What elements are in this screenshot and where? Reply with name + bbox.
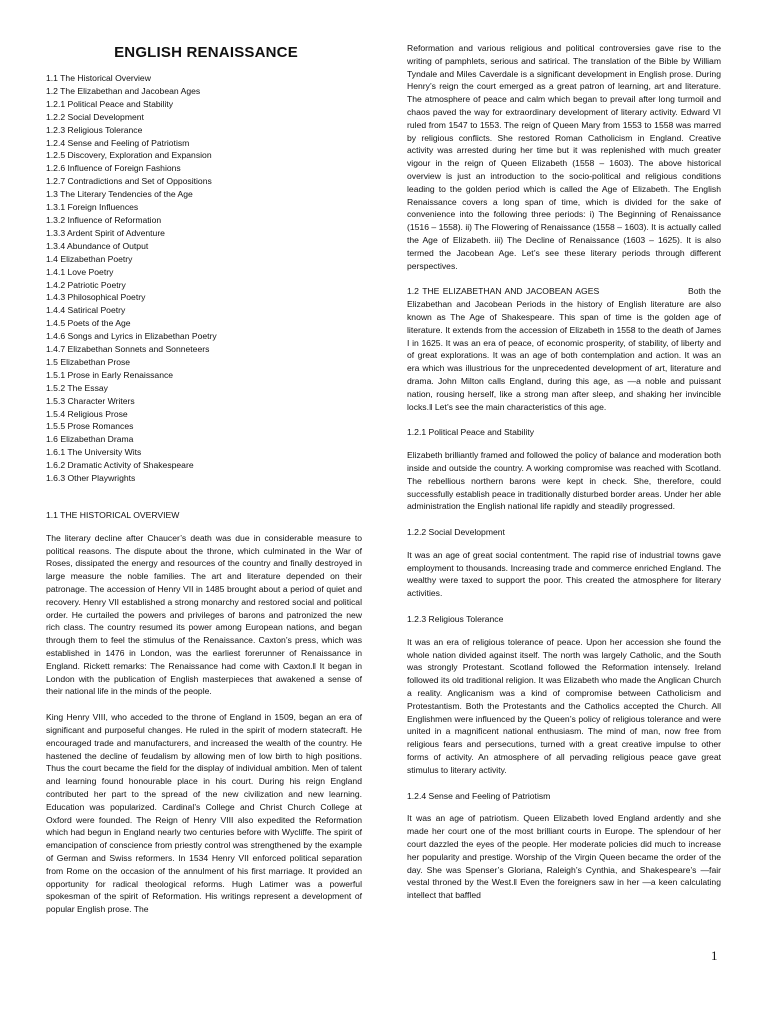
subsection-heading: 1.2.4 Sense and Feeling of Patriotism [407,790,551,801]
toc-item: 1.4 Elizabethan Poetry [46,253,133,264]
body-paragraph: It was an age of great social contentment. The rapid rise of industrial towns gave employment to thousands. Increasing trade and commerce enriched England. The wealthy were taxed to support the poor. This created the atmosphere for literary activities. [407,549,721,599]
toc-item: 1.3.2 Influence of Reformation [46,214,162,225]
toc-item: 1.2.3 Religious Tolerance [46,124,143,135]
toc-item: 1.6.3 Other Playwrights [46,473,136,484]
right-column [407,42,721,915]
toc-item: 1.5 Elizabethan Prose [46,356,131,367]
toc-item: 1.3.4 Abundance of Output [46,240,149,251]
body-paragraph: Elizabeth brilliantly framed and followed the policy of balance and moderation both inside and outside the country. A working compromise was reached with Scotland. The rebellious northern barons were kept in check. She, therefore, could successfully establish peace in traditionally disturbed border areas. Under her able administration the English national life rapidly and steadily progressed. [407,450,721,512]
document-title: ENGLISH RENAISSANCE [114,44,298,61]
toc-item: 1.6.2 Dramatic Activity of Shakespeare [46,460,194,471]
toc-item: 1.5.3 Character Writers [46,395,135,406]
toc-item: 1.2.7 Contradictions and Set of Oppositions [46,176,212,187]
body-paragraph: It was an age of patriotism. Queen Elizabeth loved England ardently and she made her court one of the most brilliant courts in Europe. The splendour of her court dazzled the eyes of the people. Her moderate policies did much to increase her popularity and prestige. Worship of the Virgin Queen became the order of the day. She was Spenser’s Gloriana, Raleigh’s Cynthia, and Shakespeare’s ―fair vestal throned by the West.‖ Even the foreigners saw in her ―a keen calculating intellect that baffled [407,813,721,901]
toc-item: 1.2.4 Sense and Feeling of Patriotism [46,137,190,148]
section-heading: 1.2 THE ELIZABETHAN AND JACOBEAN AGES [407,286,600,297]
toc-item: 1.5.1 Prose in Early Renaissance [46,369,174,380]
table-of-contents [46,72,362,485]
left-column [46,44,362,929]
toc-item: 1.6 Elizabethan Drama [46,434,134,445]
toc-item: 1.3.1 Foreign Influences [46,202,139,213]
section-paragraph [407,285,721,413]
toc-item: 1.3.3 Ardent Spirit of Adventure [46,227,165,238]
toc-item: 1.4.2 Patriotic Poetry [46,279,126,290]
body-paragraph: The literary decline after Chaucer’s death was due in considerable measure to political reasons. The dispute about the throne, which culminated in the War of Roses, dissipated the energy and resources of the country and finally destroyed in large measure the noble families. The art and literature depended on their patronage. The accession of Henry VII in 1485 brought about a period of quiet and recovery. Henry VII established a strong monarchy and restored social and political order. He curtailed the powers and privileges of barons and patronized the new rich class. The country resumed its power among European nations, and began through them to feel the stimulus of the Renaissance. Caxton’s press, which was established in 1476 in London, was the earliest forerunner of Renaissance in England. Rickett remarks: The Renaissance had come with Caxton.‖ It began in London with the publication of English masterpieces that awakened a sense of their national life in the minds of the people. [46,532,362,697]
toc-item: 1.2.6 Influence of Foreign Fashions [46,163,181,174]
page-number: 1 [711,948,718,963]
toc-item: 1.4.1 Love Poetry [46,266,114,277]
toc-item: 1.4.5 Poets of the Age [46,318,131,329]
toc-item: 1.5.2 The Essay [46,382,108,393]
toc-item: 1.4.7 Elizabethan Sonnets and Sonneteers [46,344,210,355]
toc-item: 1.4.4 Satirical Poetry [46,305,126,316]
toc-item: 1.6.1 The University Wits [46,447,142,458]
body-paragraph: King Henry VIII, who acceded to the throne of England in 1509, began an era of significant and purposeful changes. He ruled in the spirit of modern statecraft. He encouraged trade and manufacturers, and increased the wealth of the country. He hastened the decline of feudalism by allowing men of low birth to high positions. Thus the court became the field for the display of individual ambition. Men of talent and learning found honourable place in his court. During his reign England contributed her part to the spread of the new civilization and new learning. Education was popularized. Cardinal’s College and Christ Church College at Oxford were founded. The Reign of Henry VIII also expedited the Reformation which had begun in England nearly two centuries before with Wycliffe. The spirit of emancipation of conscience from priestly control was strengthened by the example of German and Swiss reformers. In 1534 Henry VII enforced political separation from Rome on the occasion of the annulment of his first marriage. It provided an opportunity for radical theological reforms. Hugh Latimer was a powerful spokesman of the spirit of Reformation. His writings represent a development of popular English prose. The [46,712,362,915]
toc-item: 1.1 The Historical Overview [46,73,151,83]
toc-item: 1.5.4 Religious Prose [46,408,128,419]
body-paragraph: It was an era of religious tolerance of peace. Upon her accession she found the whole nation divided against itself. The north was largely Catholic, and the South was strongly Protestant. Scotland followed the Reformation intensely. Ireland followed its old traditional religion. It was Elizabeth who made the Anglican Church a reality. Anglicanism was a kind of compromise between Catholicism and Protestantism. Both the Protestants and the Catholics accepted the Church. All Englishmen were influenced by the Queen’s policy of religious tolerance and were united in a magnificent national enthusiasm. The mind of man, now free from religious fears and persecutions, turned with a great creative impulse to other forms of activity. An atmosphere of all pervading religious peace gave great stimulus to literary activity. [407,636,721,775]
subsection-heading: 1.2.2 Social Development [407,527,505,538]
toc-item: 1.4.6 Songs and Lyrics in Elizabethan Poetry [46,331,217,342]
section-text: Both the Elizabethan and Jacobean Periods in the history of English literature are also known as The Age of Shakespeare. This span of time is the golden age of literature. It extends from the accession of Elizabeth in 1558 to the death of James I in 1625. It was an era of peace, of economic prosperity, of stability, of liberty and of great explorations. It was an age of both contemplation and action. It was an era which was illustrious for the unprecedented development of art, literature and drama. John Milton calls England, during this age, as ―a noble and puissant nation, rousing herself, like a strong man after sleep, and shaking her invincible locks.‖ Let’s see the main characteristics of this age. [407,286,722,412]
toc-item: 1.2 The Elizabethan and Jacobean Ages [46,85,201,96]
subsection-heading: 1.2.3 Religious Tolerance [407,614,504,625]
toc-item: 1.2.2 Social Development [46,111,144,122]
section-heading: 1.1 THE HISTORICAL OVERVIEW [46,510,180,520]
body-paragraph: Reformation and various religious and political controversies gave rise to the writing of pamphlets, serious and satirical. The translation of the Bible by William Tyndale and Miles Caverdale is a significant development in English prose. During Henry’s reign the court emerged as a great patron of learning, art and literature. The atmosphere of peace and calm which began to prevail after long turmoil and chaos paved the way for extraordinary development of literary activity. Edward VI ruled from 1547 to 1553. The reign of Queen Mary from 1553 to 1558 was marred by religious conflicts. She restored Roman Catholicism in England. Creative activity was arrested during her time but it was replenished with much greater vigour in the reign of Queen Elizabeth (1558 – 1603). The above historical overview is just an introduction to the socio-political and religious conditions leading to the golden period which is called the Age of Elizabeth. The English Renaissance covers a long span of time, which is divided for the sake of convenience into the following three periods: i) The Beginning of Renaissance (1516 – 1558). ii) The Flowering of Renaissance (1558 – 1603). It is actually called the Age of Elizabeth. iii) The Decline of Renaissance (1603 – 1625). It is also termed the Jacobean Age. Let’s see these literary periods through different perspectives. [407,43,721,271]
toc-item: 1.4.3 Philosophical Poetry [46,292,146,303]
toc-item: 1.2.1 Political Peace and Stability [46,98,174,109]
toc-item: 1.2.5 Discovery, Exploration and Expansion [46,150,212,161]
toc-item: 1.3 The Literary Tendencies of the Age [46,189,193,200]
toc-item: 1.5.5 Prose Romances [46,421,134,432]
subsection-heading: 1.2.1 Political Peace and Stability [407,427,535,438]
